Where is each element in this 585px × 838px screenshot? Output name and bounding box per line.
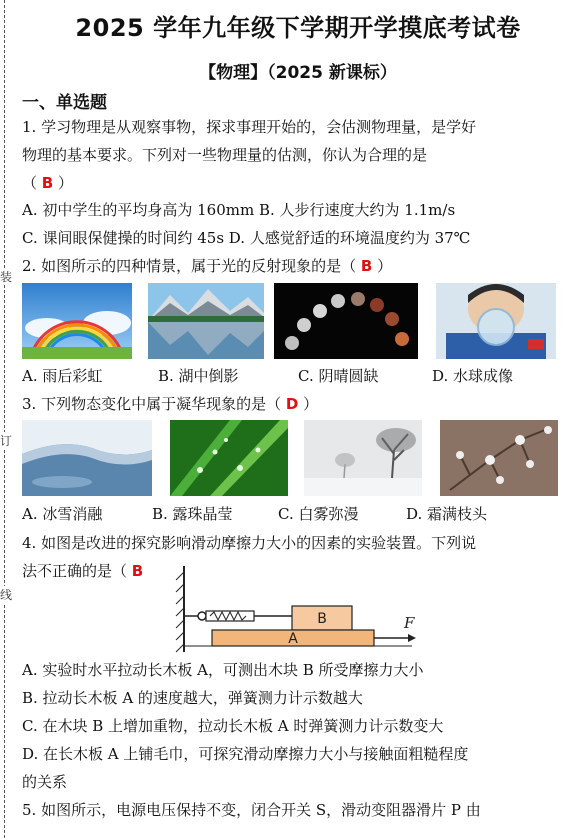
q2-option-c: C. 阴晴圆缺 [298, 367, 379, 385]
q2-option-a: A. 雨后彩虹 [22, 367, 103, 385]
q2-stem: 2. 如图所示的四种情景，属于光的反射现象的是（ [22, 257, 357, 275]
q1-stem-line1: 1. 学习物理是从观察事物，探求事理开始的，会估测物理量，是学好 [22, 118, 477, 136]
q4-option-a: A. 实验时水平拉动长木板 A，可测出木块 B 所受摩擦力大小 [22, 661, 424, 679]
friction-apparatus-diagram [172, 562, 422, 654]
q4-option-d-line1: D. 在长木板 A 上铺毛巾，可探究滑动摩擦力大小与接触面粗糙程度 [22, 745, 469, 763]
block-b-label: B [317, 611, 327, 627]
foggy-trees-image [304, 420, 422, 496]
q4-answer: B [131, 562, 144, 580]
q5-stem-line1: 5. 如图所示，电源电压保持不变，闭合开关 S，滑动变阻器滑片 P 由 [22, 801, 481, 819]
rainbow-image [22, 283, 132, 359]
q3-option-d: D. 霜满枝头 [406, 505, 488, 523]
q4-option-b: B. 拉动长木板 A 的速度越大，弹簧测力计示数越大 [22, 689, 363, 707]
force-f-label: F [404, 614, 415, 632]
frosty-branches-image [440, 420, 558, 496]
q2-option-b: B. 湖中倒影 [158, 367, 239, 385]
binding-margin-line [4, 0, 5, 838]
q3-answer-close: ） [303, 395, 319, 413]
q2-answer-close: ） [377, 257, 393, 275]
q2-option-d: D. 水球成像 [432, 367, 514, 385]
lake-reflection-image [148, 283, 264, 359]
binding-char-2: 订 [0, 434, 13, 448]
q3-stem: 3. 下列物态变化中属于凝华现象的是（ [22, 395, 282, 413]
q2-stem-line [22, 256, 392, 276]
q1-answer-line [22, 173, 73, 193]
q4-stem-line2-text: 法不正确的是（ [22, 562, 128, 580]
melting-ice-image [22, 420, 152, 496]
q1-answer-open: （ [22, 174, 38, 192]
water-ball-image [436, 283, 556, 359]
q3-option-b: B. 露珠晶莹 [152, 505, 233, 523]
board-a-label: A [288, 631, 298, 647]
q4-stem-line2 [22, 561, 143, 581]
dew-drops-image [170, 420, 288, 496]
q1-answer-close: ） [58, 174, 74, 192]
q1-stem-line2: 物理的基本要求。下列对一些物理量的估测，你认为合理的是 [22, 146, 428, 164]
q3-option-a: A. 冰雪消融 [22, 505, 103, 523]
q3-stem-line [22, 394, 318, 414]
exam-title: 2025 学年九年级下学期开学摸底考试卷 [75, 14, 521, 42]
q2-answer: B [360, 257, 373, 275]
section-heading: 一、单选题 [22, 93, 107, 113]
q1-answer: B [41, 174, 54, 192]
exam-subtitle: 【物理】（2025 新课标） [199, 63, 397, 83]
q3-answer: D [285, 395, 299, 413]
q4-stem-line1: 4. 如图是改进的探究影响滑动摩擦力大小的因素的实验装置。下列说 [22, 534, 477, 552]
binding-char-3: 线 [0, 588, 13, 602]
q4-option-c: C. 在木块 B 上增加重物，拉动长木板 A 时弹簧测力计示数变大 [22, 717, 444, 735]
q3-option-c: C. 白雾弥漫 [278, 505, 359, 523]
q4-option-d-line2: 的关系 [22, 773, 68, 791]
q1-options-line2: C. 课间眼保健操的时间约 45s D. 人感觉舒适的环境温度约为 37℃ [22, 229, 471, 247]
binding-char-1: 装 [0, 270, 13, 284]
q1-options-line1: A. 初中学生的平均身高为 160mm B. 人步行速度大约为 1.1m/s [22, 201, 456, 219]
moon-phases-image [274, 283, 418, 359]
